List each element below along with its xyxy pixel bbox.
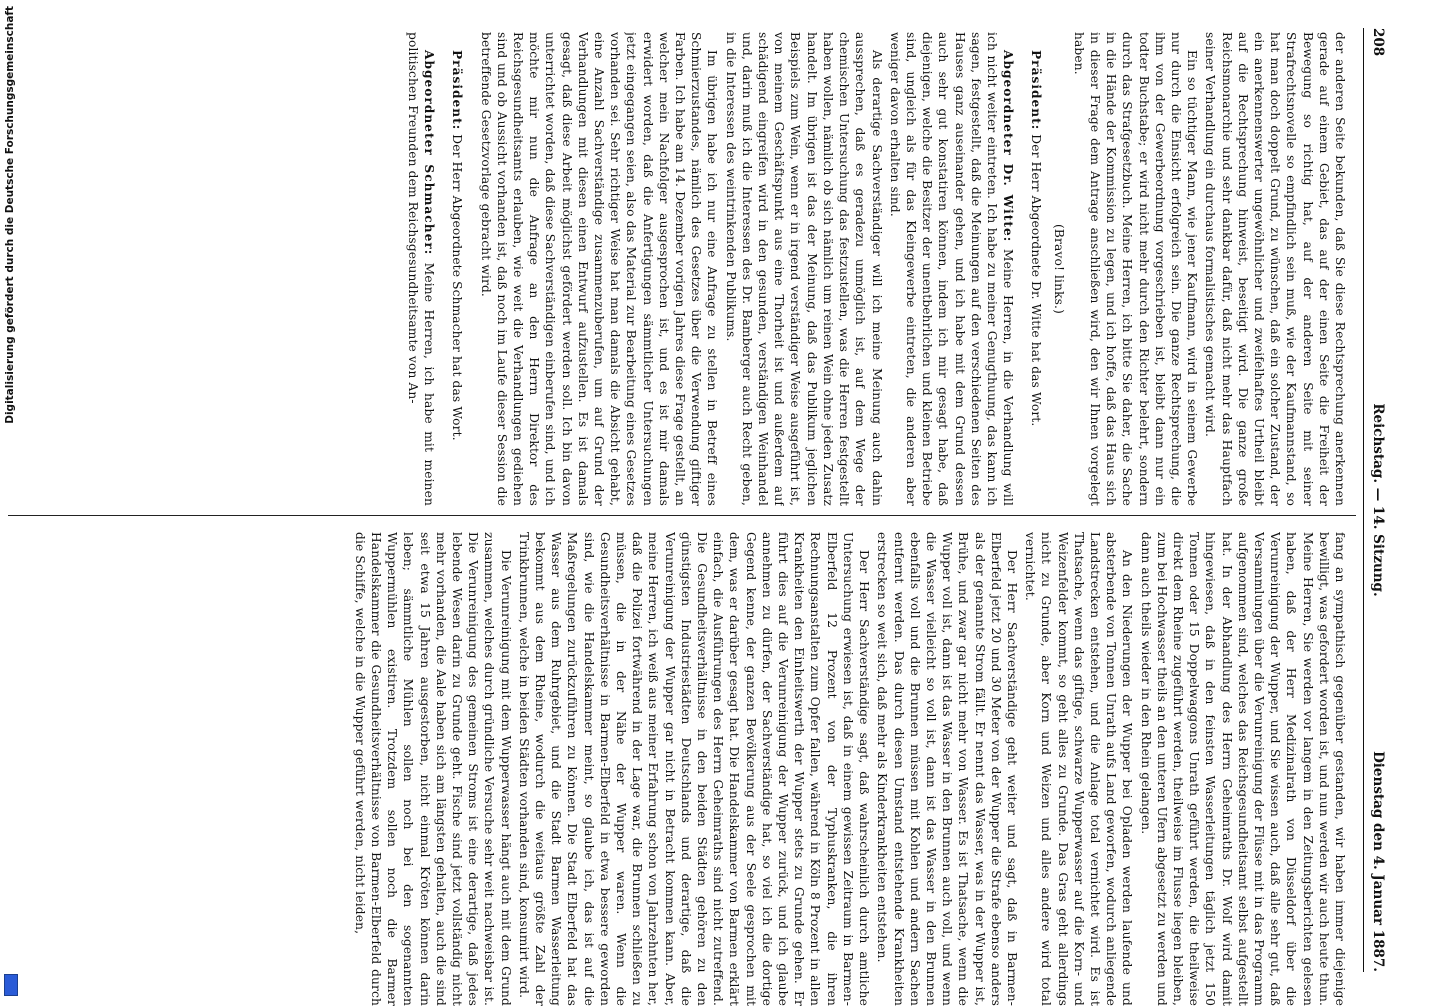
- speaker-label: Abgeordneter Dr. Witte:: [1001, 50, 1016, 243]
- paragraph: An den Niederungen der Wupper bei Opladen werden laufende und absterbende von Tonnen Unrath aufs Land geworfen, wodurch anliegende Landstrecken entstehen, und die Anlage total vernichtet wird. Es ist Thatsache, wenn das giftige, schwarze Wupperwasser auf die Korn- und Weizenfelder kommt, so geht alles zu Grunde. Das Gras geht allerdings nicht zu Grunde, aber Korn und Weizen und alles andere wird total vernichtet.: [1023, 532, 1135, 1006]
- dfg-logo-icon: [4, 974, 18, 996]
- paragraph: Der Herr Sachverständige sagt, daß wahrscheinlich durch amtliche Untersuchung erwiesen ist, daß in einem gewissen Zeitraum in Barmen-Elberfeld 12 Prozent von der Typhuskranken, die ihren Rechnungsanstalten zum Opfer fallen, während in Köln 8 Prozent in allen Krankheiten den Einheitswerth der Wupper stets zu Grunde gehen. Er führt dies auf die Verunreinigung der Wupper zurück, und ich glaube annehmen zu dürfen, der Sachverständige hat, so viel ich die dortige Gegend kenne, der ganzen Bevölkerung aus der Seele gesprochen mit dem, was er darüber gesagt hat. Die Handelskammer von Barmen erklärt einfach, die Ausführungen des Herrn Geheimraths sind nicht zutreffend. Die Gesundheitsverhältnisse in den beiden Städten gehören zu den günstigsten Industriestädten Deutschlands und derartige, daß die Verunreinigung der Wupper gar nicht in Betracht kommen kann. Aber, meine Herren, ich weiß aus meiner Erfahrung schon von Jahrzehnten her, daß die Polizei fortwährend in der Lage war, die Brunnen schließen zu müssen, die in der Nähe der Wupper waren. Wenn die Gesundheitsverhältnisse in Barmen-Elberfeld in etwa bessere geworden sind, wie die Handelskammer meint, so glaube ich, das ist auf die Maßregelungen zurückzuführen zu können. Die Stadt Elberfeld hat das Wasser aus dem Ruhrgebiet, und die Stadt Barmen Wasserleitung bekommt aus dem Rheine, wodurch die weitaus größte Zahl der Trinkbrunnen, welche in beiden Städten vorhanden sind, konsumirt wird.: [516, 532, 872, 1006]
- applause-note: (Bravo! links.): [1051, 224, 1066, 314]
- column-divider: [8, 515, 1356, 516]
- spacer: [465, 32, 475, 506]
- paragraph: fang an sympathisch gegenüber gestanden, wir haben immer diejenige bewilligt, was gefordert worden ist, und nun werden wir auch heute thun. Meine Herren, Sie werden vor langem in den Zeitungsberichten gelesen haben, daß der Herr Medizinalrath von Düsseldorf über die Verunreinigung der Wupper, und Sie wissen auch, daß alle sehr gut, daß Versammlungen über die Verunreinigung der Flüsse mit in das Programm aufgenommen sind, welches das Reichsgesundheitsamt selbst aufgestellt hat. In der Abhandlung des Herrn Geheimraths Dr. Wolf wird damit hingewiesen, daß in den feinsten Wasserleitungen täglich jetzt 150 Tonnen oder 15 Doppelwaggons Unrath geführt werden, die theilweise direkt dem Rheine zugeführt werden, theilweise im Flusse liegen bleiben, zum bei Hochwasser theils an den unteren Ufern abgesetzt zu werden und dann auch theils wieder in den Rhein gelangen.: [1138, 532, 1347, 1006]
- speaker-label: Abgeordneter Schmacher:: [422, 50, 437, 256]
- speaker-text: Meine Herren, in die Verhandlung will ich nicht weiter eintreten. Ich habe zu meiner Genugthuung, das kann ich sagen, festgestellt, daß die Meinungen auf den verschiedenen Seiten des Hauses ganz auseinander gehen, und ich habe mit dem Grund dessen auch sehr gut konstatiren können, indem ich mir gesagt habe, daß diejenigen, welche die Besitzer der unentbehrlichen und kleinen Betriebe sind, ungleich als für das Kleingewerbe eintreten, die anderen aber weniger davon erhalten sind.: [887, 32, 1016, 506]
- speaker-paragraph: [1028, 32, 1044, 506]
- running-title: Reichstag. — 14. Sitzung.: [1370, 403, 1386, 597]
- paragraph: Die Verunreinigung mit dem Wupperwasser hängt auch mit dem Grund zusammen, welches durch gründliche Versuche sehr weit nachweisbar ist. Die Verunreinigung des gemeinen Stroms ist eine derartige, daß jedes lebende Wesen darin zu Grunde geht. Fische sind jetzt vollständig nicht mehr vorhanden, die Aale haben sich am längsten gehalten, auch die sind seit etwa 15 Jahren ausgestorben, nicht einmal Kröten können darin leben; sämmtliche Mühlen sollen noch bei den sogenannten Wuppermühlen existiren. Trotzdem sollen noch die Barmer Handelskammer die Gesundheitsverhältnisse von Barmen-Elberfeld durch die Schiffe, welche in die Wupper geführt werden, nicht leiden,: [352, 532, 513, 1006]
- digitization-credit: [4, 6, 18, 996]
- running-head: [1366, 28, 1390, 972]
- spacer: [1016, 32, 1026, 506]
- spacer: [437, 32, 447, 506]
- paragraph: Als derartige Sachverständiger will ich meine Meinung auch dahin aussprechen, daß es geradezu unmöglich ist, auf dem Wege der chemischen Untersuchung das festzustellen, was die Herren festgestellt haben wollen, nämlich ob sich nämlich um reinen Wein ohne jeden Zusatz handelt. Im übrigen ist das der Meinung, daß das Publikum jeglichen Beispiels zum Wein, wenn er in irgend verständiger Weise ausgeführt ist, von meinem Geschäftspunkt aus eine Thorheit ist und außerdem auf schädigend eingreifen wird in den gesunden, verständigen Weinhandel und, darin muß ich die Interessen des Dr. Bamberger auch Recht geben, in die Interessen des weintrinkenden Publikums.: [723, 32, 884, 506]
- speaker-text: Der Herr Abgeordnete Dr. Witte hat das Wort.: [1029, 134, 1044, 427]
- speaker-label: Präsident:: [450, 50, 465, 131]
- right-column: [18, 532, 1348, 1006]
- speaker-text: Meine Herren, ich habe mit meinen politischen Freunden dem Reichsgesundheitsamte von An-: [406, 32, 437, 506]
- credit-text: Digitalisierung gefördert durch die Deutsche Forschungsgemeinschaft: [4, 6, 16, 424]
- speaker-text: Der Herr Abgeordnete Schmacher hat das Wort.: [450, 134, 465, 441]
- speaker-paragraph: [887, 32, 1017, 506]
- session-date: Dienstag den 4. Januar 1887.: [1370, 751, 1386, 972]
- paragraph: Der Herr Sachverständige geht weiter und sagt, daß in Barmen-Elberfeld jetzt 20 und 30 Meter von der Wupper die Strafe ebenso anders als der genannte Strom fällt. Er nennt das Wasser, was in der Wupper ist, Brühe, und zwar gar nicht mehr von Wasser. Es ist Thatsache, wenn die Wupper voll ist, dann ist das Wasser in den Brunnen auch voll, und wenn die Wasser vielleicht so voll ist, dann ist das Wasser in den Brunnen ebenfalls voll und die Brunnen müssen mit Kohlen und andern Sachen entfernt werden. Das durch diesen Umstand entstehende Krankheiten erstrecken so weit sich, daß mehr als Kinderkrankheiten entstehen.: [875, 532, 1019, 1006]
- speaker-label: Präsident:: [1029, 50, 1044, 131]
- speaker-paragraph: [405, 32, 437, 506]
- left-column: [18, 32, 1348, 506]
- paragraph: Im übrigen habe ich nur eine Anfrage zu stellen in Betreff eines Schmierzustandes, nämlich des Gesetzes über die Verwendung giftiger Farben. Ich habe am 14. Dezember vorigen Jahres diese Frage gestellt, an welcher mein Nachfolger ausgesprochen ist, und es ist mir damals erwidert worden, daß die Anfertigungen sämmtlicher Untersuchungen jetzt eingegangen seien, also das Material zur Bearbeitung eines Gesetzes vorhanden sei. Sehr richtiger Weise hat man damals die Absicht gehabt, eine Anzahl Sachverständige zusammenzuberufen, um auf Grund der Verhandlungen mit diesen einen Entwurf aufzustellen. Es ist damals gesagt, daß diese Arbeit möglichst gefördert werden soll. Ich bin davon unterrichtet worden, daß diese Sachverständigen einberufen sind, und ich möchte mir nun die Anfrage an den Herrn Direktor des Reichsgesundheitsamts erlauben, wie weit die Verhandlungen gediehen sind und ob Aussicht vorhanden ist, daß noch im Laufe dieser Session die betreffende Gesetzvorlage gebracht wird.: [478, 32, 720, 506]
- page-number: 208: [1370, 28, 1386, 57]
- paragraph: Ein so tüchtiger Mann, wie jener Kaufmann, wird in seinem Gewerbe nur durch die Einsicht erfolgreich sein. Die ganze Rechtsprechung, die ihm von der Gewerbeordnung vorgeschrieben ist, bleibt dann nur ein todter Buchstabe; er wird nicht mehr durch den Richter belehrt, sondern durch das Strafgesetzbuch. Meine Herren, ich bitte Sie daher, die Sache in die Hände der Kommission zu legen, und ich hoffe, daß das Haus sich in dieser Frage dem Antrage anschließen wird, den wir Ihnen vorgelegt haben.: [1071, 32, 1200, 506]
- header-rule: [1363, 28, 1364, 972]
- speaker-paragraph: [449, 32, 465, 506]
- paragraph: der anderen Seite bekunden, daß Sie diese Rechtsprechung anerkennen gerade auf einem Gebiet, das auf der einen Seite die Freiheit der Bewegung so richtig hat, auf der anderen Seite mit seiner Strafrechtsnovelle so empfindlich sein muß, wie der Kaufmannstand, so hat man doch doppelt Grund, zu wünschen, daß ein solcher Zustand, der ein anerkennenswerter ungewöhnlicher und zweifelhaftes Urtheil bleibt auf die Rechtsprechung hinweist, beseitigt wird. Die ganze große Reichsmonarchie und sehr dankbar dafür, daß nicht mehr das Hauptfach seiner Verhandlung ein durchaus formalistisches gemacht wird.: [1203, 32, 1347, 506]
